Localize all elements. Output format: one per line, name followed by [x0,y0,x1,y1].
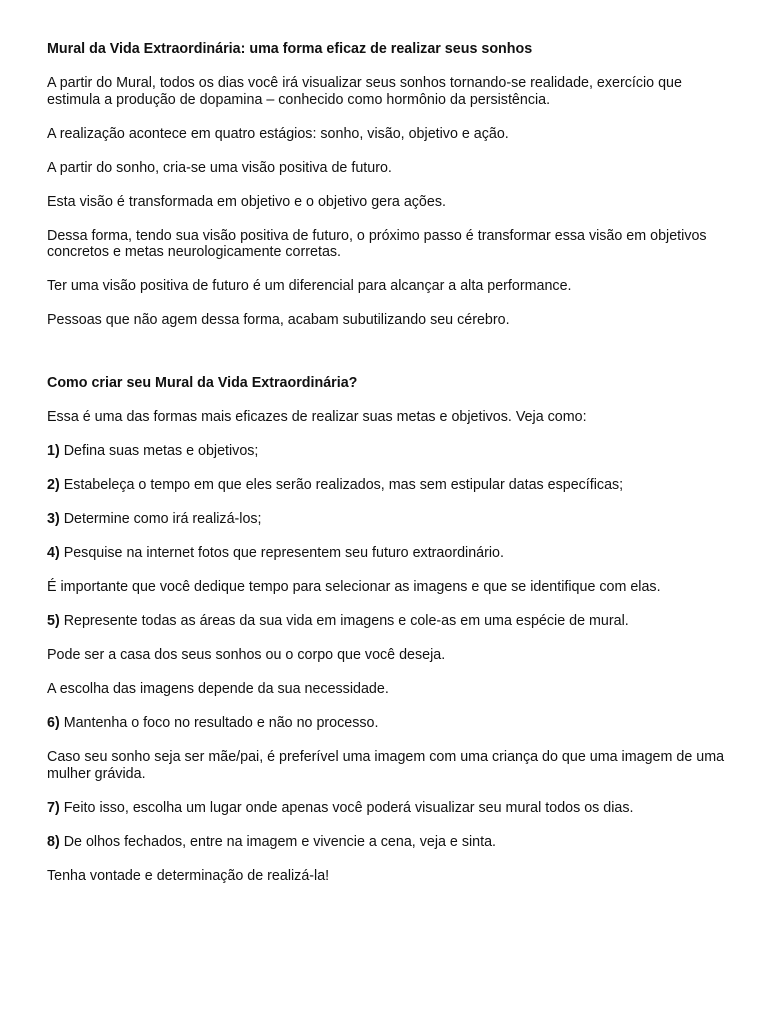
paragraph: Dessa forma, tendo sua visão positiva de futuro, o próximo passo é transformar essa visão em objetivos concretos e metas neurologicamente corretas. [47,227,707,260]
step-text: Defina suas metas e objetivos; [59,443,259,459]
paragraph: É importante que você dedique tempo para selecionar as imagens e que se identifique com elas. [47,579,661,595]
paragraph: Caso seu sonho seja ser mãe/pai, é preferível uma imagem com uma criança do que uma imagem de uma mulher grávida. [47,749,725,782]
step-item [47,545,727,562]
section-spacer [47,346,727,375]
step-number: 2) [47,477,60,493]
step-number: 8) [47,833,60,850]
step-number: 5) [47,613,60,629]
step-text: Estabeleça o tempo em que eles serão realizados, mas sem estipular datas específicas; [59,477,624,493]
step-text: Determine como irá realizá-los; [59,511,262,527]
step-item [47,834,727,851]
step-number: 7) [47,799,60,816]
paragraph: A realização acontece em quatro estágios: sonho, visão, objetivo e ação. [47,125,509,142]
step-text: De olhos fechados, entre na imagem e vivencie a cena, veja e sinta. [59,833,497,850]
step-item [47,511,727,528]
closing-paragraph: Tenha vontade e determinação de realizá-la! [47,867,330,884]
paragraph: A partir do sonho, cria-se uma visão positiva de futuro. [47,159,392,176]
step-number: 1) [47,443,60,459]
document-title: Mural da Vida Extraordinária: uma forma eficaz de realizar seus sonhos [47,41,533,57]
step-item [47,477,727,494]
paragraph: Essa é uma das formas mais eficazes de realizar suas metas e objetivos. Veja como: [47,409,587,425]
step-item [47,443,727,460]
section-heading: Como criar seu Mural da Vida Extraordinária? [47,375,358,391]
paragraph: Esta visão é transformada em objetivo e o objetivo gera ações. [47,193,446,210]
step-text: Mantenha o foco no resultado e não no processo. [59,715,379,731]
step-item [47,613,727,630]
document-page [47,41,727,902]
step-text: Pesquise na internet fotos que representem seu futuro extraordinário. [59,545,504,561]
paragraph: Ter uma visão positiva de futuro é um diferencial para alcançar a alta performance. [47,278,572,294]
paragraph: A escolha das imagens depende da sua necessidade. [47,681,389,697]
paragraph: A partir do Mural, todos os dias você irá visualizar seus sonhos tornando-se realidade, exercício que estimula a produção de dopamina – conhecido como hormônio da persistência. [47,75,682,108]
paragraph: Pessoas que não agem dessa forma, acabam subutilizando seu cérebro. [47,312,510,328]
step-text: Feito isso, escolha um lugar onde apenas você poderá visualizar seu mural todos os dias. [59,799,634,816]
step-item [47,800,727,817]
step-text: Represente todas as áreas da sua vida em imagens e cole-as em uma espécie de mural. [59,613,629,629]
step-number: 6) [47,715,60,731]
step-number: 4) [47,545,60,561]
step-number: 3) [47,511,60,527]
paragraph: Pode ser a casa dos seus sonhos ou o corpo que você deseja. [47,647,446,663]
step-item [47,715,727,732]
